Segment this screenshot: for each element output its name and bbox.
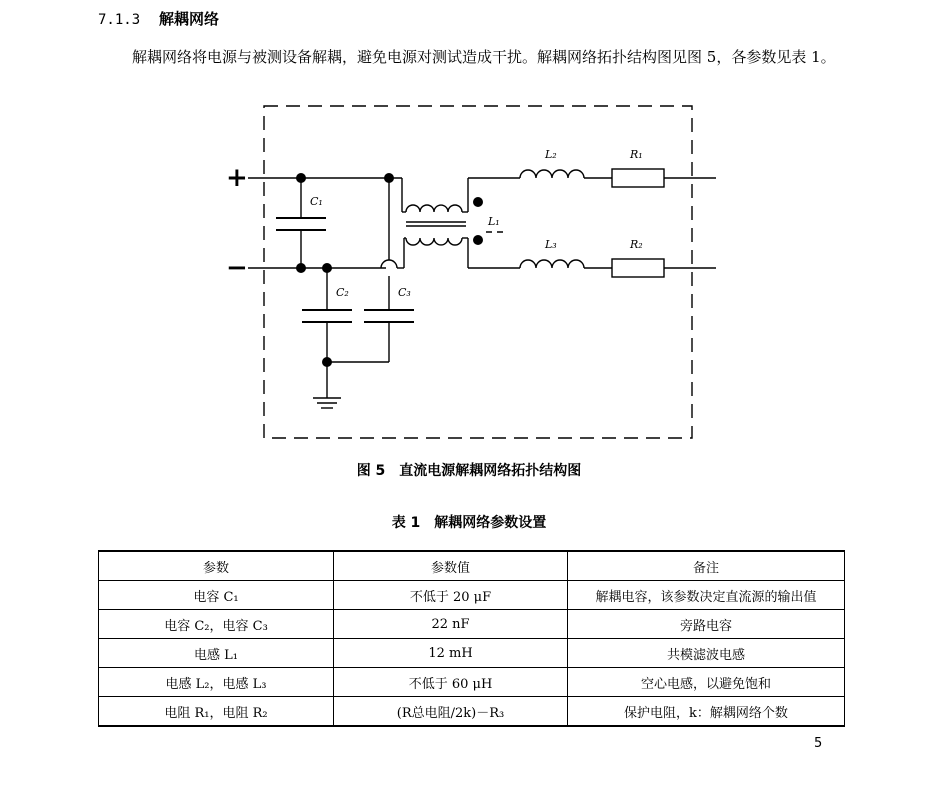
table-cell: 电感 L₂，电感 L₃ (99, 668, 334, 697)
table-cell: 共模滤波电感 (568, 639, 845, 668)
table-header: 参数值 (334, 551, 568, 581)
minus-terminal-label: − (226, 253, 248, 283)
table-header: 参数 (99, 551, 334, 581)
junction-dot (322, 263, 332, 273)
winding-dot (473, 197, 483, 207)
table-row (99, 610, 845, 639)
table-cell: 12 mH (334, 639, 568, 668)
table-row (99, 668, 845, 697)
page-number: 5 (814, 736, 823, 751)
plus-terminal-label: + (226, 163, 248, 193)
l3-label: L₃ (545, 238, 557, 251)
l1-label: L₁ (488, 215, 500, 228)
table-row (99, 639, 845, 668)
table-cell: 不低于 60 μH (334, 668, 568, 697)
junction-dot (296, 173, 306, 183)
table-row (99, 581, 845, 610)
junction-dot (322, 357, 332, 367)
c3-label: C₃ (398, 286, 411, 299)
section-number: 7.1.3 (98, 12, 141, 28)
table-cell: 保护电阻，k：解耦网络个数 (568, 697, 845, 727)
c2-label: C₂ (336, 286, 349, 299)
table-cell: 旁路电容 (568, 610, 845, 639)
table-cell: 电容 C₂，电容 C₃ (99, 610, 334, 639)
table-cell: 电感 L₁ (99, 639, 334, 668)
junction-dot (384, 173, 394, 183)
table-cell: 22 nF (334, 610, 568, 639)
table-cell: 电容 C₁ (99, 581, 334, 610)
l2-label: L₂ (545, 148, 557, 161)
table-row (99, 697, 845, 727)
table-cell: (R总电阻/2k)－R₃ (334, 697, 568, 727)
r1-label: R₁ (630, 148, 643, 161)
c1-label: C₁ (310, 195, 323, 208)
section-title: 解耦网络 (158, 10, 219, 28)
table-title: 表 1 解耦网络参数设置 (391, 515, 547, 531)
junction-dot (296, 263, 306, 273)
table-cell: 不低于 20 μF (334, 581, 568, 610)
r2-label: R₂ (630, 238, 643, 251)
figure-caption: 图 5 直流电源解耦网络拓扑结构图 (356, 463, 582, 479)
table-header: 备注 (568, 551, 845, 581)
parameter-table (98, 550, 845, 727)
table-cell: 电阻 R₁，电阻 R₂ (99, 697, 334, 727)
table-cell: 解耦电容，该参数决定直流源的输出值 (568, 581, 845, 610)
table-header-row (99, 551, 845, 581)
body-paragraph: 解耦网络将电源与被测设备解耦，避免电源对测试造成干扰。解耦网络拓扑结构图见图 5，各参数见表 1。 (132, 48, 836, 66)
winding-dot (473, 235, 483, 245)
table-cell: 空心电感，以避免饱和 (568, 668, 845, 697)
